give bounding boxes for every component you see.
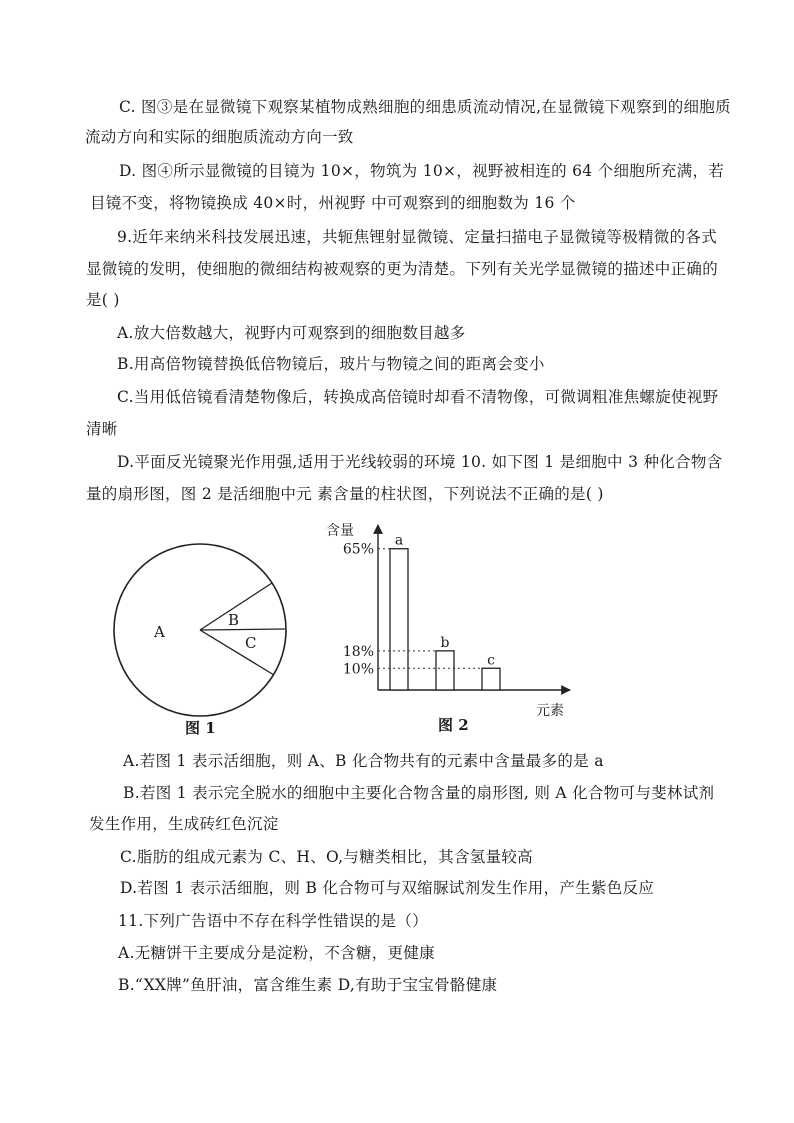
line-6: 显微镜的发明，使细胞的微细结构被观察的更为清楚。下列有关光学显微镜的描述中正确的 [86,260,719,278]
line-21: B.“XX牌”鱼肝油，富含维生素 D,有助于宝宝骨骼健康 [118,976,498,994]
line-4: 目镜不变，将物镜换成 40×时，州视野 中可观察到的细胞数为 16 个 [90,194,576,212]
line-20: A.无糖饼干主要成分是淀粉，不含糖，更健康 [118,944,435,962]
bar-c [482,668,500,690]
line-2: 流动方向和实际的细胞质流动方向一致 [85,128,354,146]
line-7: 是( ) [86,291,120,309]
x-axis-label: 元素 [536,703,564,719]
bar-label-b: b [440,634,450,651]
line-5: 9.近年来纳米科技发展迅速，共轭焦锂射显微镜、定量扫描电子显微镜等极精微的各式 [117,228,717,246]
line-12: D.平面反光镜聚光作用强,适用于光线较弱的环境 10. 如下图 1 是细胞中 3 种化合物含 [117,453,723,471]
tick-label-c: 10% [342,661,374,678]
bar-a [390,549,408,690]
line-9: B.用高倍物镜替换低倍物镜后，玻片与物镜之间的距离会变小 [117,355,545,373]
bar-b [436,651,454,690]
line-8: A.放大倍数越大，视野内可观察到的细胞数目越多 [117,324,466,342]
figure-2-caption: 图 2 [438,716,469,734]
pie-label-b: B [228,611,240,629]
pie-divider-2 [200,629,285,630]
tick-label-a: 65% [342,541,374,558]
tick-label-b: 18% [342,643,374,660]
line-16: 发生作用，生成砖红色沉淀 [89,815,279,833]
line-10: C.当用低倍镜看清楚物像后，转换成高倍镜时却看不清物像，可微调粗准焦螺旋使视野 [117,388,719,406]
figure-2-bar-chart [320,515,590,745]
pie-label-c: C [245,634,257,652]
pie-divider-3 [200,630,274,675]
line-15: B.若图 1 表示完全脱水的细胞中主要化合物含量的扇形图, 则 A 化合物可与斐林试剂 [123,784,715,802]
pie-label-a: A [154,623,165,641]
line-1: C. 图③是在显微镜下观察某植物成熟细胞的细患质流动情况,在显微镜下观察到的细胞质 [119,98,731,116]
line-3: D. 图④所示显微镜的目镜为 10×，物筑为 10×，视野被相连的 64 个细胞所充满，若 [119,162,725,180]
line-19: 11.下列广告语中不存在科学性错误的是（） [118,912,428,930]
line-18: D.若图 1 表示活细胞，则 B 化合物可与双缩脲试剂发生作用，产生紫色反应 [120,879,655,897]
bar-label-c: c [487,652,495,669]
figure-1-caption: 图 1 [185,719,216,737]
bar-label-a: a [394,532,404,549]
line-17: C.脂肪的组成元素为 C、H、O,与糖类相比，其含氢量较高 [120,848,533,866]
figure-1-pie [110,525,310,745]
line-11: 清晰 [86,420,118,438]
line-14: A.若图 1 表示活细胞，则 A、B 化合物共有的元素中含量最多的是 a [123,752,604,770]
y-axis-label: 含量 [326,523,354,539]
line-13: 量的扇形图，图 2 是活细胞中元 素含量的柱状图，下列说法不正确的是( ) [86,485,604,503]
